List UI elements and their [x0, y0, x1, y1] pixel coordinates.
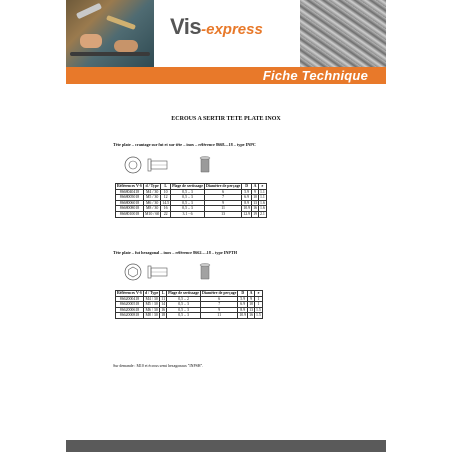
- table-cell: 2.1: [259, 211, 265, 216]
- table-cell: 8662000618: [116, 307, 144, 313]
- table-row: [116, 189, 267, 195]
- table-cell: M4 / 30: [145, 296, 158, 301]
- table-cell: 5.9: [238, 296, 248, 302]
- table-cell: 1: [255, 302, 263, 308]
- table-header-row: [116, 291, 263, 297]
- screws-photo: [300, 0, 386, 68]
- table-cell: M6 / 30: [145, 307, 158, 312]
- spec-table-inpc: [115, 183, 267, 218]
- column-header: Diamètre de perçage: [205, 184, 241, 188]
- table-cell: 16: [161, 307, 166, 312]
- table-cell: 8662000518: [116, 302, 144, 308]
- table-cell: 12: [161, 195, 171, 201]
- brand-sub: -express: [201, 21, 263, 38]
- table-cell: 8668006018: [116, 200, 144, 206]
- table-cell: M8 / 30: [145, 313, 158, 318]
- table-cell: 10: [253, 195, 257, 200]
- table-cell: 16: [253, 206, 257, 211]
- document-page: [66, 0, 386, 452]
- table-cell: 8668010018: [116, 211, 144, 217]
- table-cell: M10 / 60: [144, 211, 160, 216]
- section2-title: Tête plate – fut hexagonal – inox – référence 8662….18 – type INPTH: [113, 250, 238, 255]
- footnote: Sur demande : M10 et écrous semi hexagonaux "INPSH".: [113, 364, 204, 368]
- table-cell: 10: [161, 189, 171, 195]
- table-cell: 8.9: [238, 307, 248, 313]
- table-cell: M5 / 30: [145, 302, 158, 307]
- column-header: d / Type: [143, 184, 160, 190]
- table-cell: M6 / 30: [143, 200, 160, 206]
- header-banner: [66, 0, 386, 68]
- table-cell: M4 / 30: [143, 189, 160, 195]
- table-row: [116, 313, 263, 319]
- table-cell: M8 / 30: [143, 206, 160, 212]
- table-row: [116, 200, 267, 206]
- table-cell: 19: [253, 211, 257, 216]
- table-cell: 0,5 – 3: [167, 313, 201, 319]
- column-header: e: [258, 184, 266, 190]
- table-cell: 6.9: [242, 195, 252, 201]
- table-row: [116, 296, 263, 302]
- table-cell: 13: [253, 200, 257, 205]
- table-cell: 0,5 – 3: [167, 302, 201, 308]
- spec-table-inpth: [115, 290, 263, 319]
- brand-logo: [170, 14, 263, 40]
- column-header: D: [238, 291, 248, 297]
- table-cell: 8668040418: [116, 189, 144, 195]
- banner-title: Fiche Technique: [262, 68, 368, 83]
- table-cell: 0,5 – 3: [167, 307, 201, 313]
- table-cell: 14: [161, 302, 166, 307]
- table-cell: 8.9: [242, 200, 252, 206]
- table-cell: 0,5 – 3: [171, 195, 205, 201]
- table-cell: 9: [252, 189, 259, 195]
- table-cell: 13: [204, 211, 241, 217]
- table-cell: 1.1: [259, 195, 265, 200]
- table-cell: 0,5 – 3: [171, 200, 205, 206]
- title-bar: [66, 67, 386, 84]
- table-cell: 8662000418: [116, 296, 144, 302]
- table-cell: 1.5: [256, 313, 261, 318]
- table-cell: 8668008018: [116, 206, 144, 212]
- column-header: Plage de sertissage: [168, 291, 200, 295]
- column-header: D: [242, 184, 252, 190]
- column-header: L: [161, 184, 171, 190]
- table-row: [116, 195, 267, 201]
- table-cell: 12.9: [243, 211, 251, 216]
- table-cell: 13: [249, 307, 254, 312]
- table-cell: 0,5 – 3: [171, 189, 205, 195]
- table-cell: 10.9: [239, 313, 247, 318]
- footer-bar: [66, 440, 386, 452]
- table-cell: M5 / 30: [143, 195, 160, 201]
- column-header: A: [248, 291, 255, 297]
- table-cell: 9: [204, 200, 241, 206]
- table-row: [116, 211, 267, 217]
- table-cell: 11: [201, 313, 238, 319]
- table-cell: 16: [161, 206, 171, 212]
- table-cell: 7: [204, 195, 241, 201]
- insert-drawing-inpth: [123, 262, 217, 282]
- column-header: Références V-S: [117, 184, 142, 188]
- column-header: A: [252, 184, 259, 190]
- column-header: Références V-S: [117, 291, 142, 295]
- column-header: e: [255, 291, 263, 297]
- column-header: Plage de sertissage: [172, 184, 203, 188]
- table-cell: 10.9: [243, 206, 251, 211]
- table-cell: 18: [161, 313, 166, 318]
- table-cell: 0,5 – 3: [171, 206, 205, 212]
- section1-title: Tête plate – crantage sur fut et sur tête – inox – référence 8668....18 – type INPC: [113, 142, 256, 147]
- workshop-photo: [66, 0, 154, 68]
- table-cell: 1.6: [259, 206, 265, 211]
- insert-drawing-inpc: [123, 155, 217, 175]
- table-cell: 9: [201, 307, 238, 313]
- table-cell: 0,5 – 2: [167, 296, 201, 302]
- table-cell: 22: [161, 211, 171, 217]
- table-cell: 5.9: [242, 189, 252, 195]
- table-cell: 14.5: [162, 200, 170, 205]
- table-cell: 1.5: [256, 307, 261, 312]
- table-cell: 8662000818: [116, 313, 144, 319]
- table-cell: 9: [248, 296, 255, 302]
- table-cell: 6: [204, 189, 241, 195]
- table-cell: 16: [249, 313, 254, 318]
- table-cell: 6.9: [238, 302, 248, 308]
- table-cell: 6: [201, 296, 238, 302]
- table-cell: 3.1 - 6: [171, 211, 205, 217]
- table-row: [116, 206, 267, 212]
- table-cell: 11: [161, 296, 166, 301]
- column-header: Diamètre de perçage: [202, 291, 237, 295]
- column-header: L: [160, 291, 167, 297]
- document-title: ECROUS A SERTIR TETE PLATE INOX: [171, 116, 281, 122]
- table-cell: 10: [249, 302, 254, 307]
- table-cell: 1.6: [259, 200, 265, 205]
- table-cell: 7: [201, 302, 238, 308]
- table-cell: 8668005018: [116, 195, 144, 201]
- brand-main: Vis: [170, 14, 202, 39]
- table-cell: 1: [255, 296, 263, 302]
- table-cell: 1.1: [259, 189, 265, 194]
- column-header: d / Type: [144, 291, 159, 295]
- table-cell: 11: [204, 206, 241, 212]
